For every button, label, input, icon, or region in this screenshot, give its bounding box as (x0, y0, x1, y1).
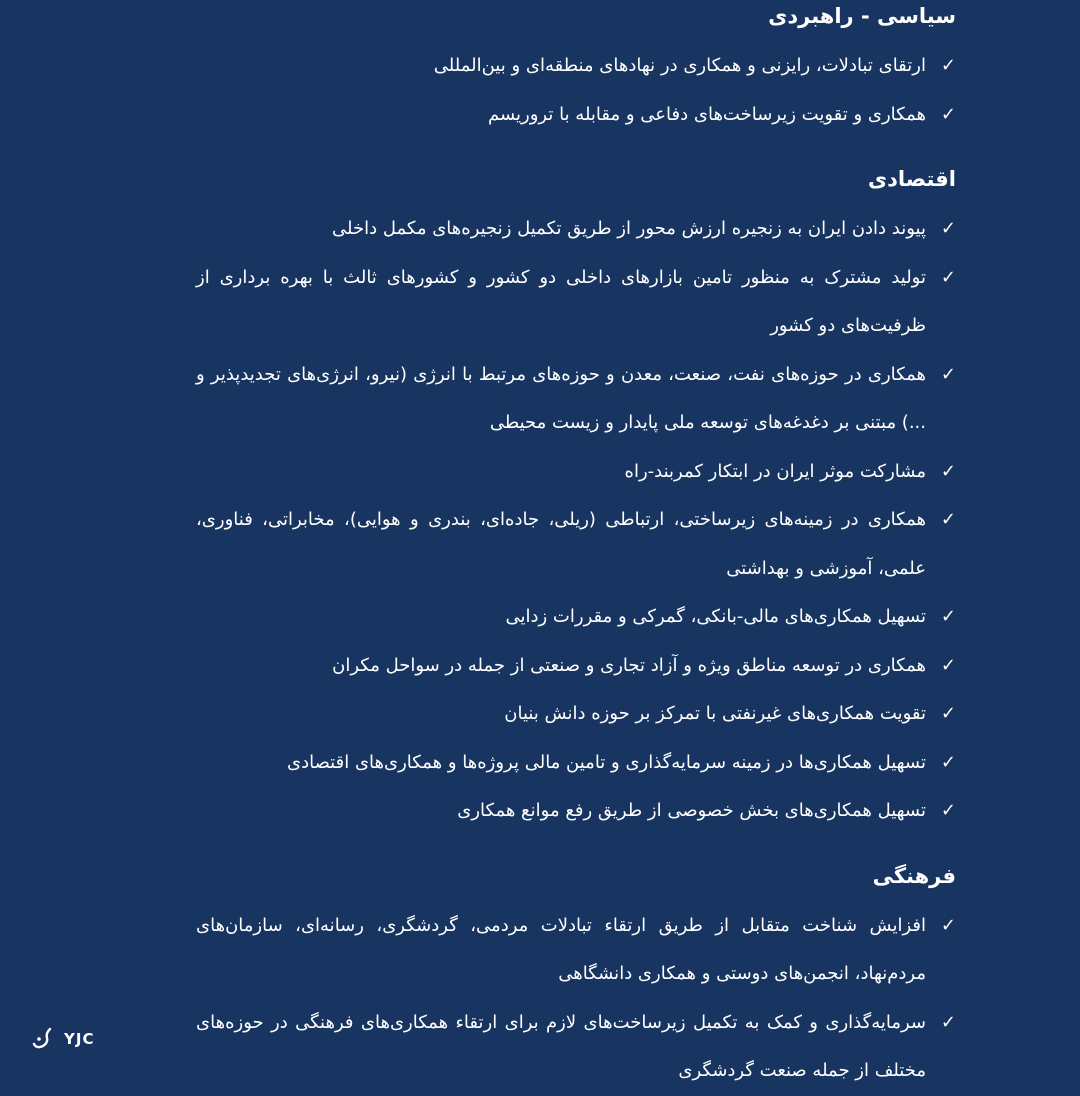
list-item-text: همکاری و تقویت زیرساخت‌های دفاعی و مقابله با تروریسم (488, 103, 926, 125)
list-item (196, 351, 956, 448)
check-icon: ✓ (940, 363, 956, 385)
check-icon: ✓ (940, 800, 956, 821)
list-item-text: تسهیل همکاری‌های مالی-بانکی، گمرکی و مقررات زدایی (505, 606, 926, 627)
list-item (196, 91, 956, 140)
list-item (196, 739, 956, 788)
check-icon: ✓ (940, 55, 956, 76)
section (196, 0, 956, 139)
section (196, 157, 956, 836)
list-item (196, 42, 956, 91)
list-item-text: تسهیل همکاری‌های بخش خصوصی از طریق رفع موانع همکاری (457, 800, 926, 821)
check-icon: ✓ (940, 460, 956, 482)
logo-text: YJC (64, 1030, 95, 1048)
section-title: اقتصادی (867, 167, 956, 191)
list-item-text: تقویت همکاری‌های غیرنفتی با تمرکز بر حوزه دانش بنیان (504, 703, 926, 724)
list-item (196, 642, 956, 691)
list-item (196, 690, 956, 739)
yjc-logo (30, 1026, 94, 1052)
check-icon: ✓ (940, 509, 956, 530)
list-item-text: تسهیل همکاری‌ها در زمینه سرمایه‌گذاری و تامین مالی پروژه‌ها و همکاری‌های اقتصادی (286, 751, 926, 773)
check-icon: ✓ (940, 218, 956, 239)
list-item (196, 496, 956, 593)
section-title: سیاسی - راهبردی (768, 4, 956, 28)
list-item-text: همکاری در توسعه مناطق ویژه و آزاد تجاری و صنعتی از جمله در سواحل مکران (332, 654, 926, 676)
list-item (196, 902, 956, 999)
check-icon: ✓ (940, 751, 956, 773)
list-item-text: مشارکت موثر ایران در ابتکار کمربند-راه (624, 460, 926, 482)
check-icon: ✓ (940, 914, 956, 936)
list-item (196, 254, 956, 351)
document-content (196, 0, 956, 1096)
list-item-text: افزایش شناخت متقابل از طریق ارتقاء تبادلات مردمی، گردشگری، رسانه‌ای، سازمان‌های مردم‌نهاد، انجمن‌های دوستی و همکاری دانشگاهی (196, 914, 926, 984)
check-icon: ✓ (940, 606, 956, 627)
bullet-list (196, 902, 956, 1096)
check-icon: ✓ (940, 103, 956, 125)
list-item-text: سرمایه‌گذاری و کمک به تکمیل زیرساخت‌های لازم برای ارتقاء همکاری‌های فرهنگی در حوزه‌های مختلف از جمله صنعت گردشگری (196, 1011, 926, 1081)
check-icon: ✓ (940, 1011, 956, 1033)
list-item-text: ارتقای تبادلات، رایزنی و همکاری در نهادهای منطقه‌ای و بین‌المللی (433, 55, 926, 76)
list-item-text: پیوند دادن ایران به زنجیره ارزش محور از طریق تکمیل زنجیره‌های مکمل داخلی (332, 218, 926, 239)
list-item (196, 448, 956, 497)
section-title: فرهنگی (872, 863, 956, 888)
list-item-text: همکاری در حوزه‌های نفت، صنعت، معدن و حوزه‌های مرتبط با انرژی (نیرو، انرژی‌های تجدیدپذیر و ...) مبتنی بر دغدغه‌های توسعه ملی پایدار و زیست محیطی (196, 363, 926, 433)
list-item (196, 593, 956, 642)
list-item-text: همکاری در زمینه‌های زیرساختی، ارتباطی (ریلی، جاده‌ای، بندری و هوایی)، مخابراتی، فناوری، علمی، آموزشی و بهداشتی (196, 509, 926, 579)
list-item (196, 999, 956, 1096)
list-item (196, 787, 956, 836)
list-item (196, 205, 956, 254)
list-item-text: تولید مشترک به منظور تامین بازارهای داخلی دو کشور و کشورهای ثالث با بهره برداری از ظرفیت‌های دو کشور (196, 266, 926, 336)
check-icon: ✓ (940, 266, 956, 288)
bullet-list (196, 42, 956, 139)
check-icon: ✓ (940, 703, 956, 724)
yjc-logo-icon (30, 1026, 56, 1052)
bullet-list (196, 205, 956, 836)
check-icon: ✓ (940, 654, 956, 676)
section (196, 854, 956, 1096)
